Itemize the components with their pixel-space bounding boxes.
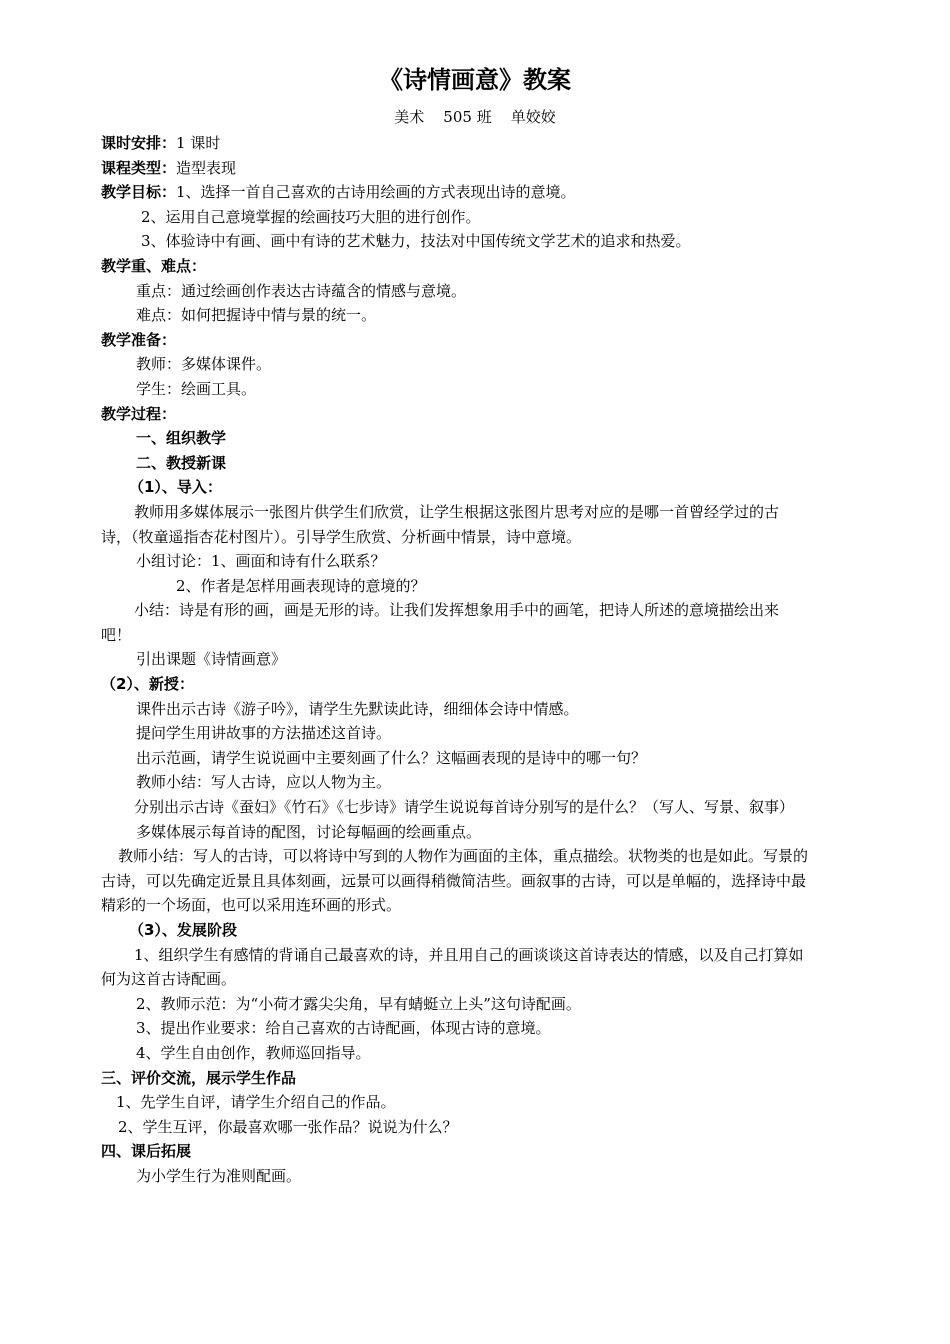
paragraph: 出示范画，请学生说说画中主要刻画了什么？这幅画表现的是诗中的哪一句？ — [136, 748, 647, 767]
goal-1: 1、选择一首自己喜欢的古诗用绘画的方式表现出诗的意境。 — [176, 183, 576, 202]
paragraph: 教师小结：写人古诗，应以人物为主。 — [136, 773, 392, 792]
discussion-2: 2、作者是怎样用画表现诗的意境的？ — [176, 576, 426, 595]
paragraph: 教师小结：写人的古诗，可以将诗中写到的人物作为画面的主体，重点描绘。状物类的也是如此。写景的古诗，可以先确定近景且具体刻画，远景可以画得稍微简洁些。画叙事的古诗，可以是单幅的，选择诗中最精彩的一个场面，也可以采用连环画的形式。 — [101, 847, 809, 915]
goal-2: 2、运用自己意境掌握的绘画技巧大胆的进行创作。 — [141, 207, 481, 226]
prep-student: 学生：绘画工具。 — [136, 379, 257, 398]
paragraph: 多媒体展示每首诗的配图，讨论每幅画的绘画重点。 — [136, 822, 482, 841]
paragraph: 教师用多媒体展示一张图片供学生们欣赏，让学生根据这张图片思考对应的是哪一首曾经学过的古诗，（牧童遥指杏花村图片）。引导学生欣赏、分析画中情景，诗中意境。 — [101, 502, 780, 546]
paragraph: 1、组织学生有感情的背诵自己最喜欢的诗，并且用自己的画谈谈这首诗表达的情感，以及自己打算如何为这首古诗配画。 — [101, 945, 804, 989]
type-value: 造型表现 — [176, 158, 237, 177]
document-body — [101, 131, 808, 1189]
discussion-1: 小组讨论：1、画面和诗有什么联系？ — [136, 552, 386, 571]
paragraph: 小结：诗是有形的画，画是无形的诗。让我们发挥想象用手中的画笔，把诗人所述的意境描绘出来吧！ — [101, 601, 780, 644]
subsection-develop: （3）、发展阶段 — [129, 921, 237, 939]
schedule-label: 课时安排： — [101, 134, 177, 152]
paragraph: 引出课题《诗情画意》 — [136, 650, 287, 669]
subsection-new: （2）、新授： — [101, 675, 194, 694]
type-label: 课程类型： — [101, 158, 177, 177]
process-heading: 教学过程： — [101, 404, 177, 423]
prep-teacher: 教师：多媒体课件。 — [136, 355, 272, 374]
paragraph: 分别出示古诗《蚕妇》《竹石》《七步诗》请学生说说每首诗分别写的是什么？（写人、写景、叙事） — [134, 798, 795, 817]
section-evaluate: 三、评价交流，展示学生作品 — [101, 1068, 297, 1087]
paragraph: 3、提出作业要求：给自己喜欢的古诗配画，体现古诗的意境。 — [136, 1019, 551, 1038]
schedule-line — [101, 131, 808, 156]
section-organize: 一、组织教学 — [136, 429, 227, 448]
document-subtitle: 美术 505 班 单姣姣 — [394, 108, 556, 126]
paragraph: 课件出示古诗《游子吟》，请学生先默读此诗，细细体会诗中情感。 — [136, 699, 579, 718]
paragraph: 为小学生行为准则配画。 — [136, 1166, 302, 1185]
document-title: 《诗情画意》教案 — [379, 66, 571, 94]
key-point: 重点：通过绘画创作表达古诗蕴含的情感与意境。 — [136, 281, 467, 300]
prep-heading: 教学准备： — [101, 330, 177, 349]
paragraph: 提问学生用讲故事的方法描述这首诗。 — [136, 724, 392, 743]
paragraph: 2、学生互评，你最喜欢哪一张作品？说说为什么？ — [118, 1117, 458, 1136]
paragraph: 2、教师示范：为“小荷才露尖尖角，早有蜻蜓立上头”这句诗配画。 — [136, 994, 581, 1013]
goals-label: 教学目标： — [101, 183, 177, 202]
section-teach: 二、教授新课 — [136, 453, 227, 472]
paragraph: 4、学生自由创作，教师巡回指导。 — [136, 1043, 371, 1062]
subsection-intro: （1）、导入： — [129, 478, 222, 497]
goal-3: 3、体验诗中有画、画中有诗的艺术魅力，技法对中国传统文学艺术的追求和热爱。 — [141, 232, 691, 251]
goals-line — [101, 180, 808, 205]
type-line — [101, 156, 808, 181]
paragraph: 1、先学生自评，请学生介绍自己的作品。 — [116, 1093, 396, 1112]
key-points-heading: 教学重、难点： — [101, 256, 207, 275]
difficult-point: 难点：如何把握诗中情与景的统一。 — [136, 306, 377, 325]
schedule-value: 1 课时 — [176, 134, 221, 152]
section-extend: 四、课后拓展 — [101, 1142, 192, 1161]
